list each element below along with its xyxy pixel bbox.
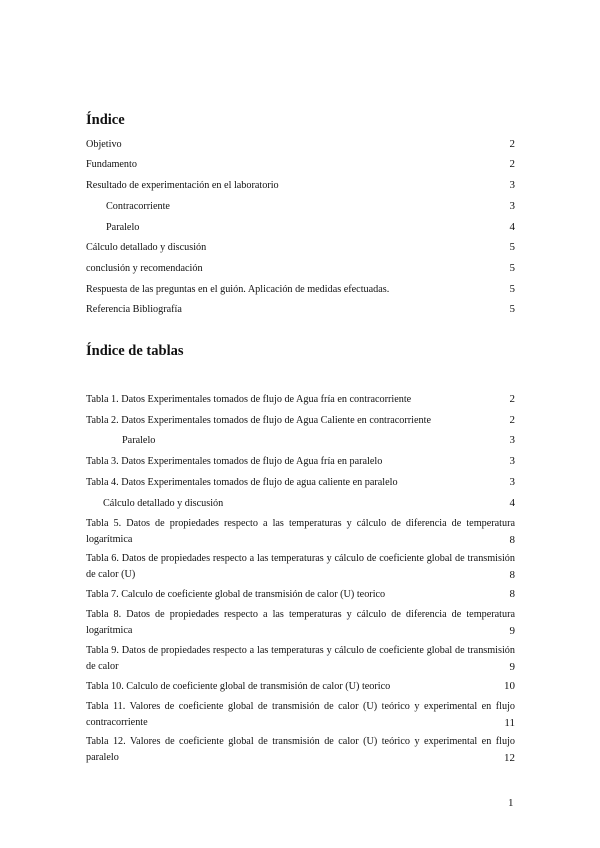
table-entry-label: Tabla 12. Valores de coeficiente global de transmisión de calor (U) teórico y experimental en flujo paralelo [86,736,515,763]
table-entry-page: 8 [509,534,515,546]
table-entry-page: 12 [504,752,515,764]
table-entry[interactable] [103,495,515,512]
toc-entry-label: Objetivo [86,139,122,150]
table-entry-label: Tabla 9. Datos de propiedades respecto a las temperaturas y cálculo de coeficiente global de transmisión de calor [86,645,515,672]
table-entry[interactable] [86,607,515,639]
toc-entry-label: conclusión y recomendación [86,263,203,274]
table-entry[interactable] [86,453,515,470]
toc-title: Índice [86,112,125,128]
table-entry[interactable] [86,678,515,695]
toc-entry[interactable] [86,301,515,318]
toc-entry-page: 3 [509,179,515,191]
table-entry[interactable] [86,391,515,408]
toc-entry-page: 5 [509,241,515,253]
table-entry-page: 2 [509,414,515,426]
table-entry-label: Tabla 8. Datos de propiedades respecto a las temperaturas y cálculo de diferencia de temperatura logarítmica [86,609,515,636]
table-entry-page: 3 [509,455,515,467]
table-entry-page: 2 [509,393,515,405]
table-entry-page: 4 [509,497,515,509]
table-entry-label: Tabla 6. Datos de propiedades respecto a las temperaturas y cálculo de coeficiente global de transmisión de calor (U) [86,553,515,580]
toc-entry-page: 4 [509,221,515,233]
table-entry-label: Tabla 3. Datos Experimentales tomados de flujo de Agua fría en paralelo [86,456,383,467]
table-entry[interactable] [86,412,515,429]
table-entry[interactable] [122,432,515,449]
table-entry-page: 9 [509,661,515,673]
table-entry-page: 3 [509,476,515,488]
table-entry-label: Tabla 2. Datos Experimentales tomados de flujo de Agua Caliente en contracorriente [86,415,431,426]
toc-entry[interactable] [86,156,515,173]
toc-entry[interactable] [86,239,515,256]
table-entry-label: Cálculo detallado y discusión [103,498,224,509]
toc-entry-page: 5 [509,283,515,295]
toc-entry-page: 5 [509,303,515,315]
tables-index-title: Índice de tablas [86,343,184,359]
toc-entry-page: 2 [509,158,515,170]
toc-entry[interactable] [86,281,515,298]
page-number: 1 [508,797,514,809]
toc-entry-label: Cálculo detallado y discusión [86,242,207,253]
table-entry-page: 8 [509,588,515,600]
table-entry-label: Tabla 5. Datos de propiedades respecto a las temperaturas y cálculo de diferencia de temperatura logarítmica [86,518,515,545]
table-entry-label: Tabla 10. Calculo de coeficiente global de transmisión de calor (U) teorico [86,681,391,692]
toc-entry[interactable] [106,198,515,215]
table-entry-page: 11 [504,717,515,729]
table-entry[interactable] [86,643,515,675]
table-entry[interactable] [86,586,515,603]
toc-entry-label: Paralelo [106,222,140,233]
toc-entry[interactable] [86,177,515,194]
table-entry[interactable] [86,474,515,491]
table-entry-label: Tabla 11. Valores de coeficiente global de transmisión de calor (U) teórico y experimental en flujo contracorriente [86,701,515,728]
toc-entry-label: Resultado de experimentación en el laboratorio [86,180,279,191]
table-entry-page: 8 [509,569,515,581]
table-entry-label: Tabla 7. Calculo de coeficiente global de transmisión de calor (U) teorico [86,589,386,600]
toc-entry[interactable] [106,219,515,236]
table-entry-page: 9 [509,625,515,637]
table-entry-label: Paralelo [122,435,156,446]
table-entry-page: 10 [504,680,515,692]
toc-entry-label: Fundamento [86,159,137,170]
table-entry[interactable] [86,734,515,766]
table-entry-label: Tabla 1. Datos Experimentales tomados de flujo de Agua fría en contracorriente [86,394,412,405]
toc-entry-label: Contracorriente [106,201,170,212]
toc-entry-page: 2 [509,138,515,150]
table-entry[interactable] [86,699,515,731]
table-entry[interactable] [86,551,515,583]
table-entry[interactable] [86,516,515,548]
toc-entry[interactable] [86,136,515,153]
toc-entry[interactable] [86,260,515,277]
toc-entry-label: Referencia Bibliografía [86,304,182,315]
toc-entry-page: 3 [509,200,515,212]
table-entry-page: 3 [509,434,515,446]
table-entry-label: Tabla 4. Datos Experimentales tomados de flujo de agua caliente en paralelo [86,477,398,488]
toc-entry-page: 5 [509,262,515,274]
toc-entry-label: Respuesta de las preguntas en el guión. Aplicación de medidas efectuadas. [86,284,390,295]
